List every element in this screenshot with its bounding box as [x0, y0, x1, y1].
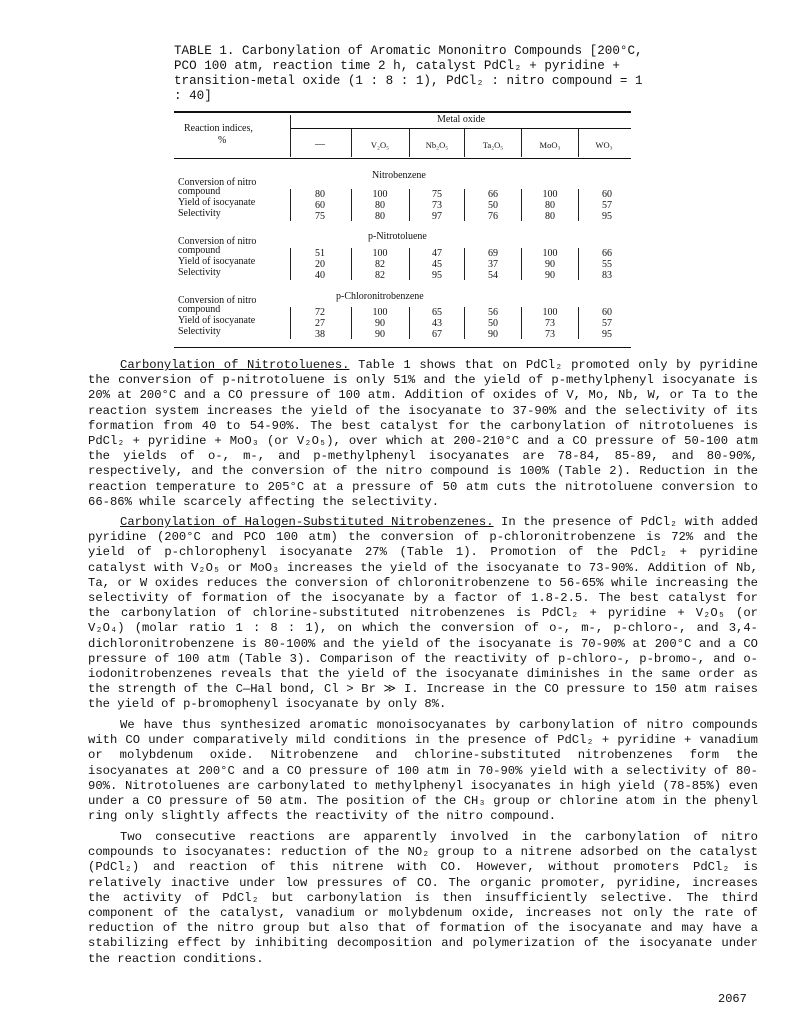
- header-divider: [464, 129, 465, 157]
- paragraph-text: Table 1 shows that on PdCl₂ promoted only by pyridine the conversion of p-nitrotoluene is only 51% and the yield of p-methylphenyl isocyanate is 20% at 200°C and a CO pressure of 100 atm. Addition of oxides of V, Mo, Nb, W, or Ta to the reaction system increases the yield of the isocyanate to 37-90% and the selectivity of its formation from 40 to 54-90%. The best catalyst for the carbonylation of nitrotoluenes is PdCl₂ + pyridine + MoO₃ (or V₂O₅), over which at 200-210°C and a CO pressure of 50-100 atm the yields of o-, m-, and p-methylphenyl isocyanates are 78-84, 85-89, and 80-90%, respectively, and the conversion of the nitro compound is 100% (Table 2). Reduction in the reaction temperature to 205°C at a pressure of 50 atm cuts the nitrotoluene conversion to 66-86% while scarcely affecting the selectivity.: [88, 358, 758, 509]
- column-header-ta2o5: Ta₂O₅: [482, 140, 504, 150]
- column-header-wo3: WO₃: [595, 140, 613, 150]
- cell-divider: [290, 248, 291, 280]
- table-cell: 20: [315, 259, 325, 270]
- cell-divider: [521, 189, 522, 221]
- table-cell: 67: [432, 329, 442, 340]
- table-cell: 76: [488, 211, 498, 222]
- table-cell: 54: [488, 270, 498, 281]
- table-cell: 60: [315, 200, 325, 211]
- column-header-v2o5: V₂O₅: [370, 140, 390, 150]
- table-cell: 43: [432, 318, 442, 329]
- row-header-unit: %: [218, 135, 227, 146]
- paragraph-halogen-nitrobenzenes: [88, 515, 758, 713]
- table-cell: 56: [488, 307, 498, 318]
- header-divider: [409, 129, 410, 157]
- table-cell: 90: [488, 329, 498, 340]
- table-cell: 90: [545, 259, 555, 270]
- table-header-rule: [174, 158, 631, 159]
- table-cell: 73: [545, 318, 555, 329]
- group-header-rule: [290, 128, 631, 129]
- row-label: Conversion of nitro: [178, 236, 257, 247]
- table-cell: 60: [602, 189, 612, 200]
- table-cell: 100: [372, 307, 388, 318]
- table-cell: 80: [545, 211, 555, 222]
- row-header-label: Reaction indices,: [184, 123, 253, 134]
- cell-divider: [578, 307, 579, 339]
- cell-divider: [521, 248, 522, 280]
- cell-divider: [578, 189, 579, 221]
- header-divider: [521, 129, 522, 157]
- table-cell: 100: [542, 307, 558, 318]
- row-label: Conversion of nitro: [178, 295, 257, 306]
- table-cell: 100: [542, 189, 558, 200]
- row-label: Yield of isocyanate: [178, 256, 256, 267]
- cell-divider: [521, 307, 522, 339]
- row-label: compound: [178, 245, 221, 256]
- cell-divider: [290, 189, 291, 221]
- table-cell: 66: [602, 248, 612, 259]
- table-cell: 95: [602, 329, 612, 340]
- table-cell: 72: [315, 307, 325, 318]
- paragraph-text: Two consecutive reactions are apparently involved in the carbonylation of nitro compounds to isocyanates: reduction of the NO₂ group to a nitrene adsorbed on the catalyst (PdCl₂) and reaction of this nitrene with CO. However, without promoters PdCl₂ is relatively inactive under low pressures of CO. The organic promoter, pyridine, increases the activity of PdCl₂ but carbonylation is then insufficiently selective. The third component of the catalyst, vanadium or molybdenum oxide, increases not only the rate of reduction of the nitro group but also that of formation of the isocyanate and may have a stabilizing effect by inhibiting decomposition and polymerization of the isocyanate under the reaction conditions.: [88, 830, 758, 966]
- table-cell: 50: [488, 200, 498, 211]
- table-cell: 100: [542, 248, 558, 259]
- cell-divider: [351, 307, 352, 339]
- section-heading: Carbonylation of Nitrotoluenes.: [120, 358, 350, 372]
- table-1: [174, 111, 631, 349]
- table-cell: 80: [315, 189, 325, 200]
- table-cell: 51: [315, 248, 325, 259]
- column-header-none: —: [315, 139, 325, 150]
- paragraph-text: In the presence of PdCl₂ with added pyridine (200°C and PCO 100 atm) the conversion of p-chloronitrobenzene is 72% and the yield of p-chlorophenyl isocyanate 27% (Table 1). Promotion of the PdCl₂ + pyridine catalyst with V₂O₅ or MoO₃ increases the yield of the isocyanate to 73-90%. Addition of Nb, Ta, or W oxides reduces the conversion of chloronitrobenzene to 56-65% while increasing the selectivity of formation of the isocyanate by a factor of 1.8-2.5. The best catalyst for the carbonylation of chlorine-substituted nitrobenzenes is PdCl₂ + pyridine + V₂O₅ (or V₂O₄) (molar ratio 1 : 8 : 1), on which the conversion of o-, m-, p-chloro-, and 3,4-dichloronitrobenzene is 80-100% and the yield of the isocyanate is 70-90% at 200°C and a CO pressure of 100 atm (Table 3). Comparison of the reactivity of p-chloro-, p-bromo-, and o-iodonitrobenzenes reveals that the yield of the isocyanate diminishes in the same order as the strength of the C—Hal bond, Cl > Br ≫ I. Increase in the CO pressure to 150 atm raises the yield of p-bromophenyl isocyanate by only 8%.: [88, 515, 759, 712]
- row-label: Selectivity: [178, 326, 221, 337]
- table-cell: 73: [432, 200, 442, 211]
- table-cell: 65: [432, 307, 442, 318]
- table-cell: 40: [315, 270, 325, 281]
- paragraph-mechanism: [88, 830, 758, 967]
- table-cell: 82: [375, 270, 385, 281]
- table-cell: 80: [375, 211, 385, 222]
- row-label: Conversion of nitro: [178, 177, 257, 188]
- table-cell: 100: [372, 189, 388, 200]
- table-cell: 57: [602, 318, 612, 329]
- section-name: p-Chloronitrobenzene: [336, 291, 424, 302]
- section-name: Nitrobenzene: [372, 170, 426, 181]
- table-cell: 60: [602, 307, 612, 318]
- table-cell: 80: [375, 200, 385, 211]
- cell-divider: [578, 248, 579, 280]
- table-cell: 80: [545, 200, 555, 211]
- column-header-moo3: MoO₃: [539, 140, 561, 150]
- table-cell: 75: [315, 211, 325, 222]
- cell-divider: [409, 248, 410, 280]
- table-cell: 57: [602, 200, 612, 211]
- paragraph-summary: [88, 718, 758, 824]
- cell-divider: [464, 189, 465, 221]
- table-cell: 69: [488, 248, 498, 259]
- row-label: compound: [178, 186, 221, 197]
- table-cell: 95: [432, 270, 442, 281]
- table-cell: 90: [375, 329, 385, 340]
- table-cell: 73: [545, 329, 555, 340]
- table-cell: 38: [315, 329, 325, 340]
- section-name: p-Nitrotoluene: [368, 231, 427, 242]
- table-cell: 55: [602, 259, 612, 270]
- table-cell: 66: [488, 189, 498, 200]
- table-cell: 75: [432, 189, 442, 200]
- row-label: Yield of isocyanate: [178, 197, 256, 208]
- table-cell: 90: [545, 270, 555, 281]
- paragraph-nitrotoluenes: [88, 358, 758, 510]
- table-cell: 90: [375, 318, 385, 329]
- table-cell: 83: [602, 270, 612, 281]
- header-divider: [290, 115, 291, 157]
- table-cell: 47: [432, 248, 442, 259]
- row-label: Selectivity: [178, 208, 221, 219]
- row-label: Yield of isocyanate: [178, 315, 256, 326]
- section-heading: Carbonylation of Halogen-Substituted Nitrobenzenes.: [120, 515, 494, 529]
- table-cell: 27: [315, 318, 325, 329]
- cell-divider: [409, 307, 410, 339]
- table-cell: 50: [488, 318, 498, 329]
- table-cell: 100: [372, 248, 388, 259]
- header-divider: [578, 129, 579, 157]
- cell-divider: [351, 248, 352, 280]
- table-cell: 97: [432, 211, 442, 222]
- table-cell: 37: [488, 259, 498, 270]
- cell-divider: [409, 189, 410, 221]
- cell-divider: [290, 307, 291, 339]
- table-cell: 95: [602, 211, 612, 222]
- table-cell: 82: [375, 259, 385, 270]
- table-caption: TABLE 1. Carbonylation of Aromatic Mononitro Compounds [200°C, PCO 100 atm, reaction time 2 h, catalyst PdCl₂ + pyridine + transition-metal oxide (1 : 8 : 1), PdCl₂ : nitro compound = 1 : 40]: [174, 44, 651, 103]
- column-header-nb2o5: Nb₂O₅: [425, 140, 449, 150]
- row-label: Selectivity: [178, 267, 221, 278]
- header-divider: [351, 129, 352, 157]
- cell-divider: [464, 307, 465, 339]
- table-cell: 45: [432, 259, 442, 270]
- page-number: 2067: [718, 992, 747, 1006]
- metal-oxide-header: Metal oxide: [437, 114, 486, 125]
- paragraph-text: We have thus synthesized aromatic monoisocyanates by carbonylation of nitro compounds with CO under comparatively mild conditions in the presence of PdCl₂ + pyridine + vanadium or molybdenum oxide. Nitrobenzene and chlorine-substituted nitrobenzenes form the isocyanates at 200°C and a CO pressure of 100 atm in 70-90% yield with a selectivity of 80-90%. Nitrotoluenes are carbonylated to methylphenyl isocyanates in high yield (78-85%) even under a CO pressure of 50 atm. The position of the CH₃ group or chlorine atom in the phenyl ring only slightly affects the reactivity of the nitro compound.: [88, 718, 758, 824]
- table-bottom-rule: [174, 347, 631, 348]
- cell-divider: [351, 189, 352, 221]
- cell-divider: [464, 248, 465, 280]
- table-top-rule: [174, 111, 631, 113]
- row-label: compound: [178, 304, 221, 315]
